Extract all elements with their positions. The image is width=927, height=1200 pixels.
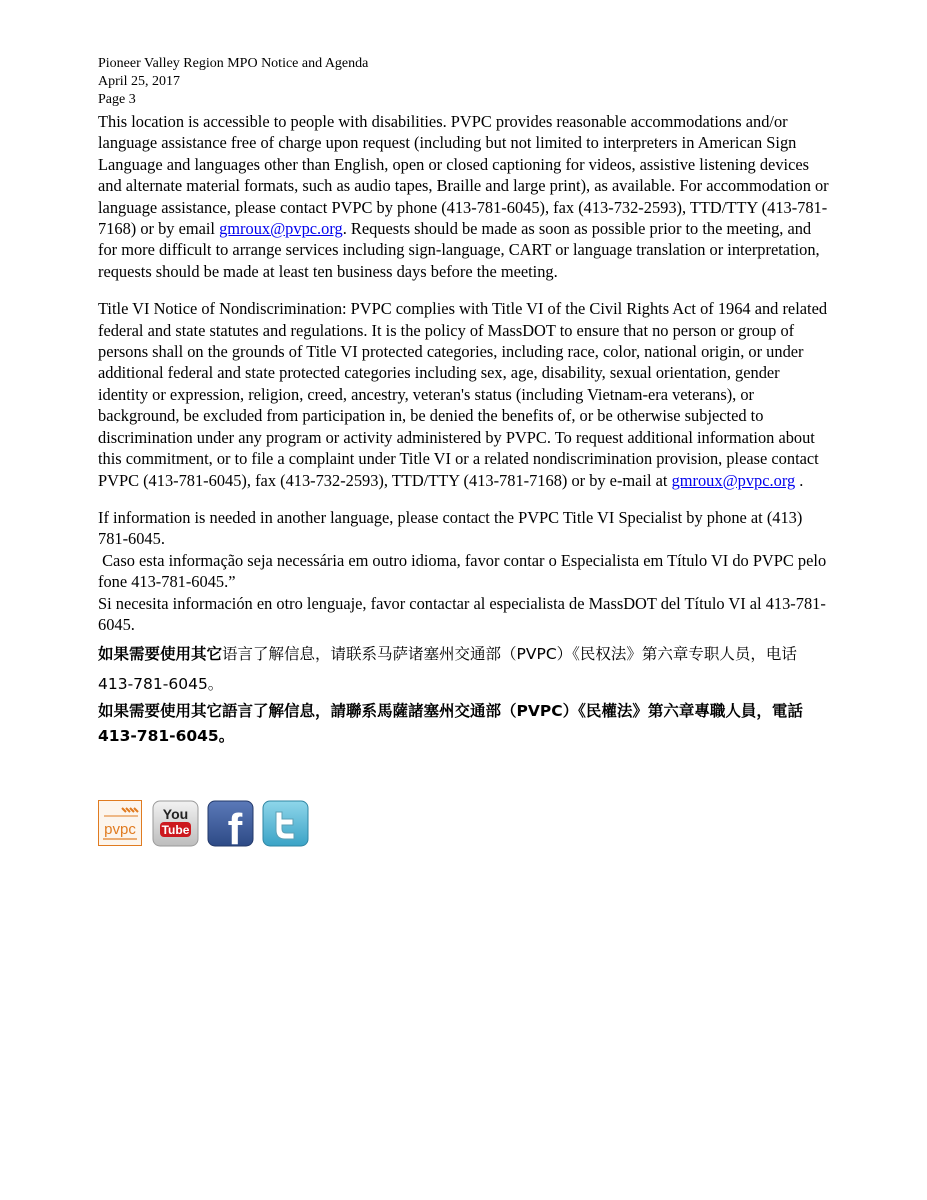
language-english: If information is needed in another language, please contact the PVPC Title VI Specialist by phone at (413) 781-6045. [98,507,803,549]
language-chinese-simplified [98,639,833,699]
chinese-simplified-rest: 语言了解信息，请联系马萨诸塞州交通部（PVPC）《民权法》第六章专职人员，电话 413-781-6045。 [98,645,797,694]
title-vi-text-1: Title VI Notice of Nondiscrimination: PVPC complies with Title VI of the Civil Rights Act of 1964 and related federal and state statutes and regulations. It is the policy of MassDOT to ensure that no person or group of persons shall on the grounds of Title VI protected categories, including race, color, national origin, or under additional federal and state protected categories including sex, age, disability, sexual orientation, gender identity or expression, religion, creed, ancestry, veteran's status (including Vietnam-era veterans), or background, be excluded from participation in, be denied the benefits of, or be otherwise subjected to discrimination under any program or activity administered by PVPC. To request additional information about this commitment, or to file a complaint under Title VI or a related nondiscrimination provision, please contact PVPC (413-781-6045), fax (413-732-2593), TTD/TTY (413-781-7168) or by e-mail at [98,299,828,490]
twitter-icon[interactable] [262,800,308,846]
email-link[interactable]: gmroux@pvpc.org [671,470,796,490]
document-page [98,55,833,749]
header-date: April 25, 2017 [98,74,181,89]
facebook-letter: f [227,805,243,847]
title-vi-paragraph [98,298,833,491]
accessibility-text-1: This location is accessible to people with disabilities. PVPC provides reasonable accommodations and/or language assistance free of charge upon request (including but not limited to interpreters in American Sign Language and languages other than English, open or closed captioning for videos, assistive listening devices and alternate material formats, such as audio tapes, Braille and large print), as available. For accommodation or language assistance, please contact PVPC by phone (413-781-6045), fax (413-732-2593), TTD/TTY (413-781-7168) or by email [98,112,829,239]
language-chinese-traditional [98,699,833,749]
page-header [98,55,833,109]
title-vi-text-2: . [795,470,804,490]
chinese-traditional-text: 如果需要使用其它語言了解信息，請聯系馬薩諸塞州交通部（PVPC）《民權法》第六章專職人員，電話 413-781-6045。 [98,702,803,746]
youtube-text-top: You [162,806,189,822]
facebook-icon[interactable] [207,800,253,846]
youtube-text-bottom: Tube [161,823,190,837]
language-portuguese: Caso esta informação seja necessária em outro idioma, favor contar o Especialista em Título VI do PVPC pelo fone 413-781-6045.” [98,550,831,592]
header-page-number: Page 3 [98,92,136,107]
chinese-simplified-bold: 如果需要使用其它 [98,645,223,664]
accessibility-text-2: . Requests should be made as soon as possible prior to the meeting, and for more difficult to arrange services including sign-language, CART or language translation or interpretation, requests should be made at least ten business days before the meeting. [98,219,820,281]
accessibility-paragraph [98,111,833,282]
language-spanish: Si necesita información en otro lenguaje, favor contactar al especialista de MassDOT del Título VI al 413-781-6045. [98,593,826,634]
language-assistance-section [98,507,833,749]
pvpc-logo-text: pvpc [104,821,136,838]
youtube-icon[interactable] [152,800,198,846]
pvpc-logo[interactable] [98,800,144,846]
header-title: Pioneer Valley Region MPO Notice and Agenda [98,56,369,71]
email-link[interactable]: gmroux@pvpc.org [219,219,343,239]
